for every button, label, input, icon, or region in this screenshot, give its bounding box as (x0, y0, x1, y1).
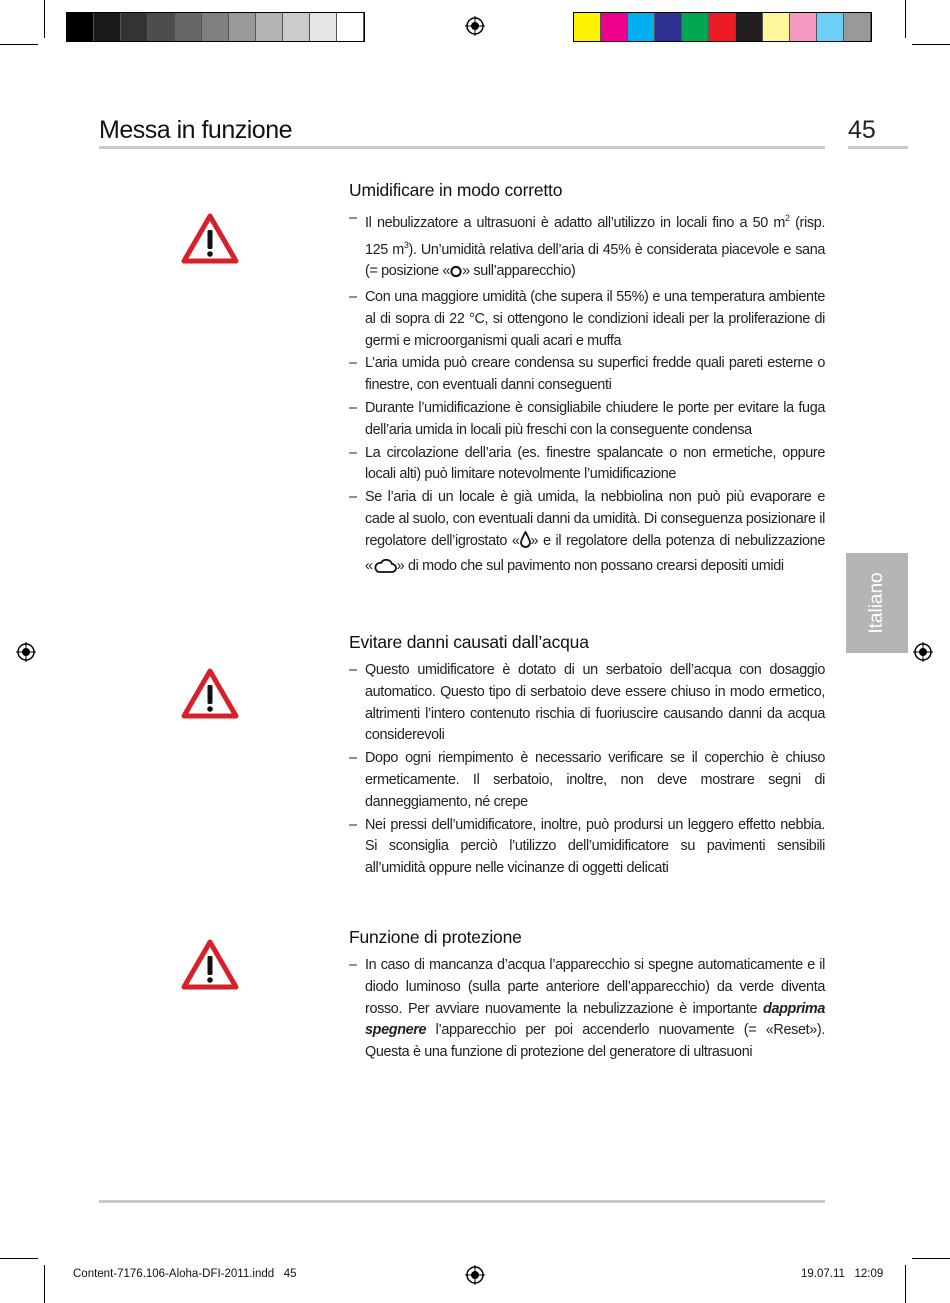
color-swatch (148, 13, 175, 41)
section-protection-function (349, 927, 825, 1065)
text-run: Questo umidificatore è dotato di un serbatoio dell’acqua con dosaggio automatico. Questo tipo di serbatoio deve essere chiuso in modo ermetico, altrimenti l’intero contenuto rischia di fuoriuscire causando danni da acqua considerevoli (365, 662, 825, 744)
color-swatch (310, 13, 337, 41)
registration-mark-icon (465, 1265, 485, 1285)
section-correct-humidification (349, 180, 825, 581)
color-swatch (682, 13, 709, 41)
language-tab-label: Italiano (866, 572, 887, 634)
color-swatch (67, 13, 94, 41)
list-item (349, 748, 825, 813)
list-item (349, 398, 825, 442)
list-item (349, 660, 825, 747)
superscript: 3 (403, 239, 409, 250)
superscript: 2 (785, 213, 790, 223)
color-swatch (736, 13, 763, 41)
color-swatch (844, 13, 871, 41)
header-divider (99, 146, 825, 149)
process-color-bar (573, 12, 872, 42)
color-swatch (229, 13, 256, 41)
bullet-list (349, 660, 825, 880)
section-heading: Evitare danni causati dall’acqua (349, 632, 589, 652)
page-number: 45 (848, 116, 876, 144)
list-item (349, 955, 825, 1064)
registration-mark-icon (465, 16, 485, 36)
grayscale-color-bar (66, 12, 365, 42)
color-swatch (175, 13, 202, 41)
registration-mark-icon (16, 642, 36, 662)
color-swatch (256, 13, 283, 41)
list-item (349, 353, 825, 397)
text-run: Nei pressi dell’umidificatore, inoltre, può prodursi un leggero effetto nebbia. Si sconsiglia perciò l’utilizzo dell’umidificatore su pavimenti sensibili all’umidità oppure nelle vicinanze di oggetti delicati (365, 816, 825, 877)
emphasis-text: dapprima spegnere (365, 1000, 825, 1039)
text-run: L’aria umida può creare condensa su superfici fredde quali pareti esterne o finestre, con eventuali danni conseguenti (365, 355, 825, 394)
text-run: La circolazione dell’aria (es. finestre spalancate o non ermetiche, oppure locali alti) può limitare notevolmente l’umidificazione (365, 444, 825, 483)
language-tab (846, 553, 908, 653)
color-swatch (337, 13, 364, 41)
section-heading: Funzione di protezione (349, 927, 522, 947)
page-number-divider (848, 146, 908, 149)
list-item (349, 443, 825, 487)
text-run: Con una maggiore umidità (che supera il 55%) e una temperatura ambiente al di sopra di 22 °C, si ottengono le condizioni ideali per la proliferazione di germi e microorganismi quali acari e muffa (365, 288, 825, 349)
drop-icon (520, 531, 531, 556)
color-swatch (763, 13, 790, 41)
footer-divider (99, 1200, 825, 1203)
list-item (349, 287, 825, 352)
warning-triangle-icon (181, 667, 239, 719)
color-swatch (790, 13, 817, 41)
text-run: » e il regolatore della potenza di nebulizzazione « (365, 532, 825, 574)
footer-file-info: Content-7176.106-Aloha-DFI-2011.indd 45 (73, 1268, 297, 1280)
list-item (349, 487, 825, 580)
page-title: Messa in funzione (99, 116, 293, 144)
text-run: Durante l’umidificazione è consigliabile chiudere le porte per evitare la fuga dell’aria umida in locali più freschi con la conseguente condensa (365, 399, 825, 438)
text-run: Se l’aria di un locale è già umida, la nebbiolina non può più evaporare e cade al suolo, con eventuali danni da umidità. Di conseguenza posizionare il regolatore dell’igrostato « (365, 489, 825, 549)
text-run: ). Un’umidità relativa dell’aria di 45% è considerata piacevole e sana (= posizione « (365, 241, 826, 280)
color-swatch (283, 13, 310, 41)
text-run: Il nebulizzatore a ultrasuoni è adatto all’utilizzo in locali fino a 50 m (365, 214, 786, 231)
cloud-icon (373, 559, 397, 581)
color-swatch (628, 13, 655, 41)
warning-triangle-icon (181, 938, 239, 990)
section-heading: Umidificare in modo corretto (349, 180, 563, 200)
color-swatch (709, 13, 736, 41)
color-swatch (202, 13, 229, 41)
text-run: l’apparecchio per poi accenderlo nuovamente (= «Reset»). Questa è una funzione di protezione del generatore di ultrasuoni (365, 1022, 825, 1061)
circle-icon (450, 264, 462, 286)
color-swatch (601, 13, 628, 41)
text-run: (risp. 125 m (365, 214, 825, 258)
text-run: » di modo che sul pavimento non possano crearsi depositi umidi (396, 557, 784, 574)
bullet-list (349, 955, 825, 1064)
color-swatch (655, 13, 682, 41)
list-item (349, 208, 825, 286)
bullet-list (349, 208, 825, 580)
color-swatch (817, 13, 844, 41)
text-run: In caso di mancanza d’acqua l’apparecchio si spegne automaticamente e il diodo luminoso (sulla parte anteriore dell’apparecchio) da verde diventa rosso. Per avviare nuovamente la nebulizzazione è importante (365, 957, 825, 1017)
registration-mark-icon (913, 642, 933, 662)
color-swatch (121, 13, 148, 41)
section-water-damage (349, 632, 825, 881)
warning-triangle-icon (181, 212, 239, 264)
list-item (349, 815, 825, 880)
footer-date-time: 19.07.11 12:09 (801, 1268, 884, 1280)
text-run: » sull’apparecchio) (462, 263, 576, 280)
color-swatch (574, 13, 601, 41)
color-swatch (94, 13, 121, 41)
text-run: Dopo ogni riempimento è necessario verificare se il coperchio è chiuso ermeticamente. Il serbatoio, inoltre, non deve mostrare segni di danneggiamento, né crepe (365, 750, 825, 810)
